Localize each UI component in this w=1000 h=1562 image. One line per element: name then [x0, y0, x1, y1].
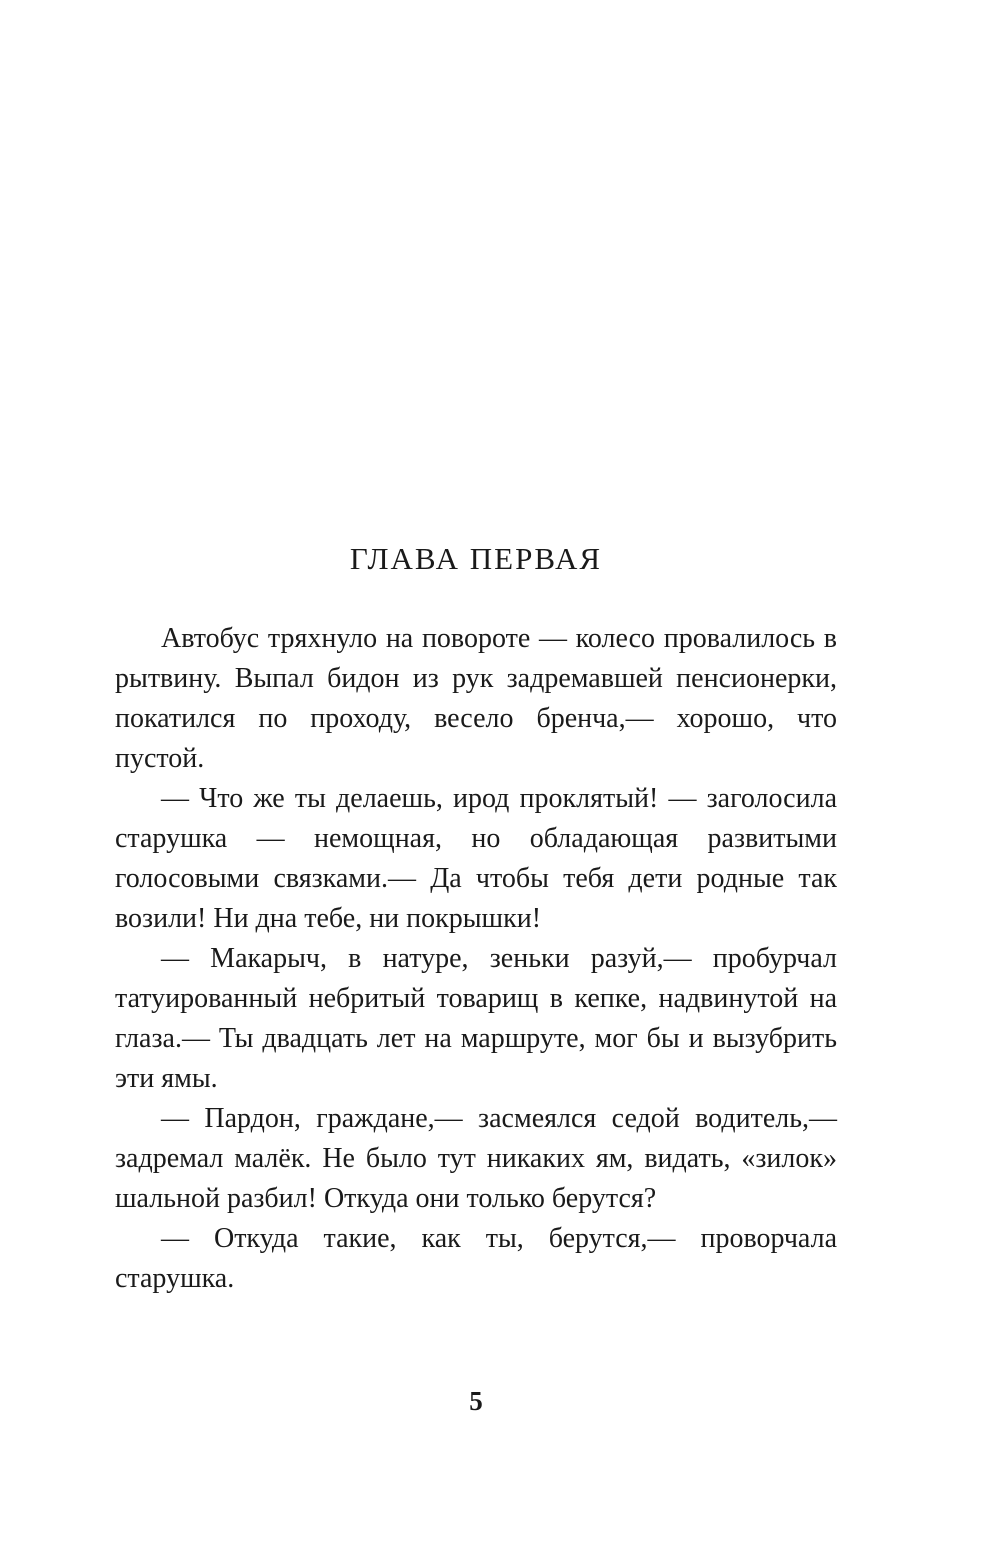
page-number: 5 — [469, 1386, 483, 1416]
paragraph: Автобус тряхнуло на повороте — колесо провалилось в рытвину. Выпал бидон из рук задремавшей пенсионерки, покатился по проходу, весело бренча,— хорошо, что пустой. — [115, 623, 837, 774]
body-text — [115, 619, 837, 1299]
paragraph: — Макарыч, в натуре, зеньки разуй,— пробурчал татуированный небритый товарищ в кепке, надвинутой на глаза.— Ты двадцать лет на маршруте, мог бы и вызубрить эти ямы. — [115, 943, 837, 1094]
paragraph: — Откуда такие, как ты, берутся,— проворчала старушка. — [115, 1223, 837, 1294]
paragraph: — Пардон, граждане,— засмеялся седой водитель,— задремал малёк. Не было тут никаких ям, видать, «зилок» шальной разбил! Откуда они только берутся? — [115, 1103, 837, 1214]
text-block — [115, 541, 837, 1299]
chapter-heading: ГЛАВА ПЕРВАЯ — [349, 541, 603, 576]
paragraph: — Что же ты делаешь, ирод проклятый! — заголосила старушка — немощная, но обладающая развитыми голосовыми связками.— Да чтобы тебя дети родные так возили! Ни дна тебе, ни покрышки! — [115, 783, 837, 934]
